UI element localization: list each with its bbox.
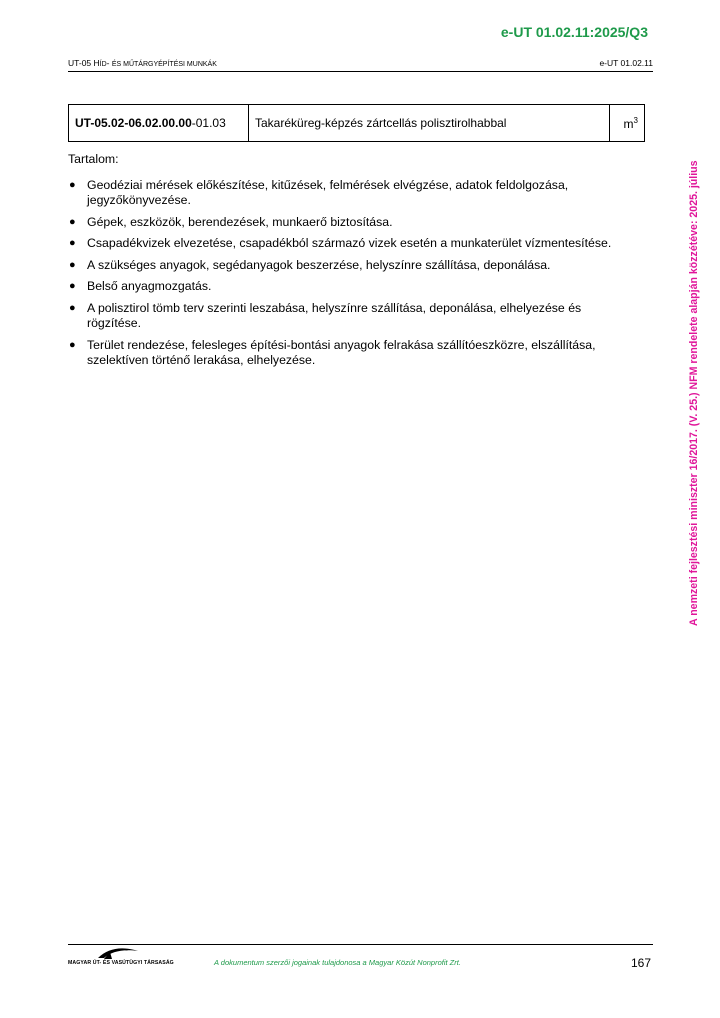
content-list [68, 178, 628, 369]
content-label: Tartalom: [68, 152, 119, 166]
copyright-notice: A dokumentum szerzői jogainak tulajdonosa a Magyar Közút Nonprofit Zrt. [214, 958, 461, 967]
item-table [68, 104, 645, 142]
list-item [68, 279, 628, 295]
unit-exponent: 3 [633, 115, 638, 125]
bullet-icon: ● [69, 215, 76, 228]
list-item [68, 338, 628, 369]
bullet-icon: ● [69, 178, 76, 191]
section-title: ÉS MŰTÁRGYÉPÍTÉSI MUNKÁK [111, 61, 217, 68]
page-number: 167 [630, 956, 651, 970]
bullet-icon: ● [69, 301, 76, 314]
list-item-text: A szükséges anyagok, segédanyagok beszerzése, helyszínre szállítása, deponálása. [87, 257, 551, 272]
list-item-text: Terület rendezése, felesleges építési-bontási anyagok felrakása szállítóeszközre, elszállítása, szelektíven történő lerakása, elhelyezése. [87, 337, 596, 367]
unit-base: m [623, 116, 634, 131]
side-publication-note: A nemzeti fejlesztési miniszter 16/2017. (V. 25.) NFM rendelete alapján közzétéve: 2025. július [688, 160, 700, 626]
publisher-logo [68, 946, 174, 970]
item-code-cell [69, 105, 249, 142]
running-header-section [68, 58, 217, 68]
item-code-suffix: -01.03 [191, 116, 226, 130]
list-item [68, 236, 628, 252]
item-code-main: UT-05.02-06.02.00.00 [75, 116, 192, 130]
section-prefix: UT-05 H [68, 58, 100, 68]
bullet-icon: ● [69, 338, 76, 351]
list-item-text: Belső anyagmozgatás. [87, 279, 212, 293]
list-item-text: Csapadékvizek elvezetése, csapadékból származó vizek esetén a munkaterület vízmentesítése. [87, 236, 612, 250]
content-section [68, 152, 628, 375]
running-header-doc-ref: e-UT 01.02.11 [599, 58, 653, 68]
item-unit-cell [610, 105, 645, 142]
logo-text: MAGYAR ÚT- ÉS VASÚTÜGYI TÁRSASÁG [68, 960, 174, 966]
list-item [68, 301, 628, 332]
list-item [68, 215, 628, 231]
item-row [69, 105, 645, 142]
list-item-text: Geodéziai mérések előkészítése, kitűzések, felmérések elvégzése, adatok feldolgozása, jegyzőkönyvezése. [87, 177, 569, 207]
list-item [68, 178, 628, 209]
logo-swoosh-icon [96, 946, 140, 960]
list-item-text: A polisztirol tömb terv szerinti leszabása, helyszínre szállítása, deponálása, elhelyezése és rögzítése. [87, 300, 582, 330]
list-item [68, 258, 628, 274]
item-description-cell: Takaréküreg-képzés zártcellás polisztirolhabbal [249, 105, 610, 142]
document-code: e-UT 01.02.11:2025/Q3 [500, 24, 648, 40]
running-header [68, 58, 653, 72]
bullet-icon: ● [69, 258, 76, 271]
section-separator: - [106, 58, 112, 68]
bullet-icon: ● [69, 237, 76, 249]
list-item-text: Gépek, eszközök, berendezések, munkaerő biztosítása. [87, 214, 393, 229]
footer-divider [68, 944, 653, 945]
bullet-icon: ● [69, 280, 76, 292]
section-part: ÍD [99, 61, 107, 68]
